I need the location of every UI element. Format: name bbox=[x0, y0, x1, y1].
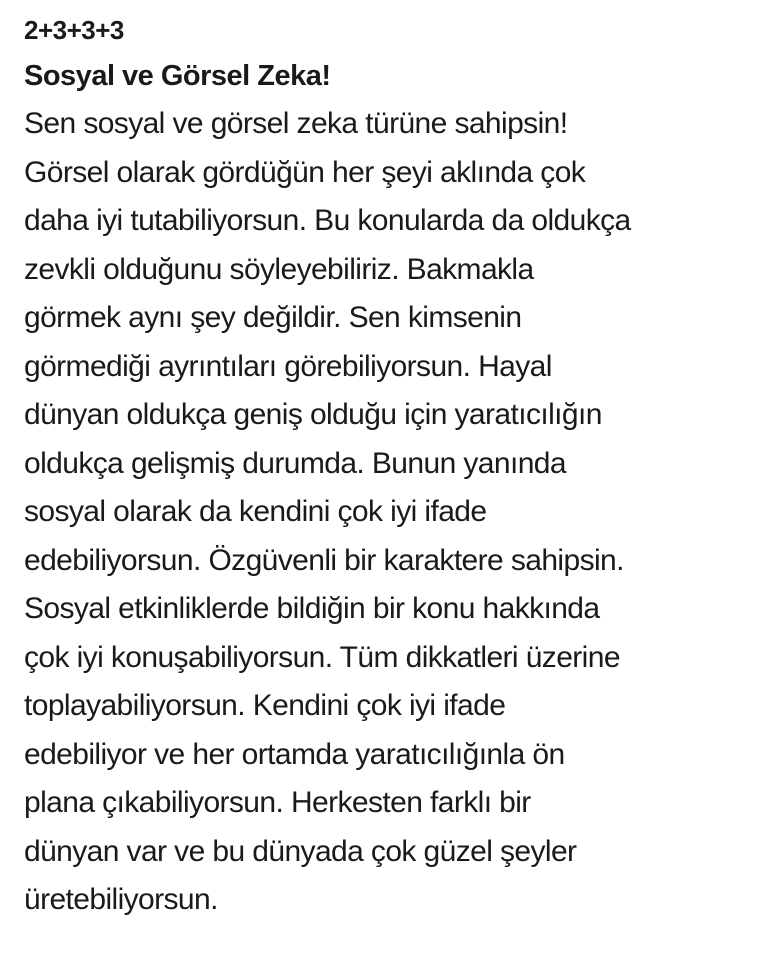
description-line: oldukça gelişmiş durumda. Bunun yanında bbox=[24, 446, 566, 480]
description-line: sosyal olarak da kendini çok iyi ifade bbox=[24, 495, 487, 528]
description-line: plana çıkabiliyorsun. Herkesten farklı bir bbox=[24, 786, 531, 819]
description-line: zevkli olduğunu söyleyebiliriz. Bakmakla bbox=[24, 252, 534, 286]
result-card bbox=[24, 8, 752, 925]
description-line: dünyan var ve bu dünyada çok güzel şeyler bbox=[24, 834, 577, 868]
description-line: edebiliyorsun. Özgüvenli bir karaktere sahipsin. bbox=[24, 543, 624, 577]
description-line: toplayabiliyorsun. Kendini çok iyi ifade bbox=[24, 689, 506, 722]
result-title: Sosyal ve Görsel Zeka! bbox=[24, 60, 331, 92]
result-description bbox=[24, 100, 752, 925]
description-line: çok iyi konuşabiliyorsun. Tüm dikkatleri üzerine bbox=[24, 640, 620, 674]
score-code: 2+3+3+3 bbox=[24, 15, 124, 45]
description-line: üretebiliyorsun. bbox=[24, 883, 218, 916]
description-line: dünyan oldukça geniş olduğu için yaratıcılığın bbox=[24, 398, 602, 431]
description-line: görmek aynı şey değildir. Sen kimsenin bbox=[24, 301, 522, 334]
description-line: Görsel olarak gördüğün her şeyi aklında çok bbox=[24, 155, 586, 189]
description-line: daha iyi tutabiliyorsun. Bu konularda da oldukça bbox=[24, 204, 631, 237]
description-line: edebiliyor ve her ortamda yaratıcılığınla ön bbox=[24, 737, 565, 771]
description-line: görmediği ayrıntıları görebiliyorsun. Hayal bbox=[24, 349, 552, 383]
description-line: Sen sosyal ve görsel zeka türüne sahipsin! bbox=[24, 107, 568, 140]
description-line: Sosyal etkinliklerde bildiğin bir konu hakkında bbox=[24, 592, 600, 625]
